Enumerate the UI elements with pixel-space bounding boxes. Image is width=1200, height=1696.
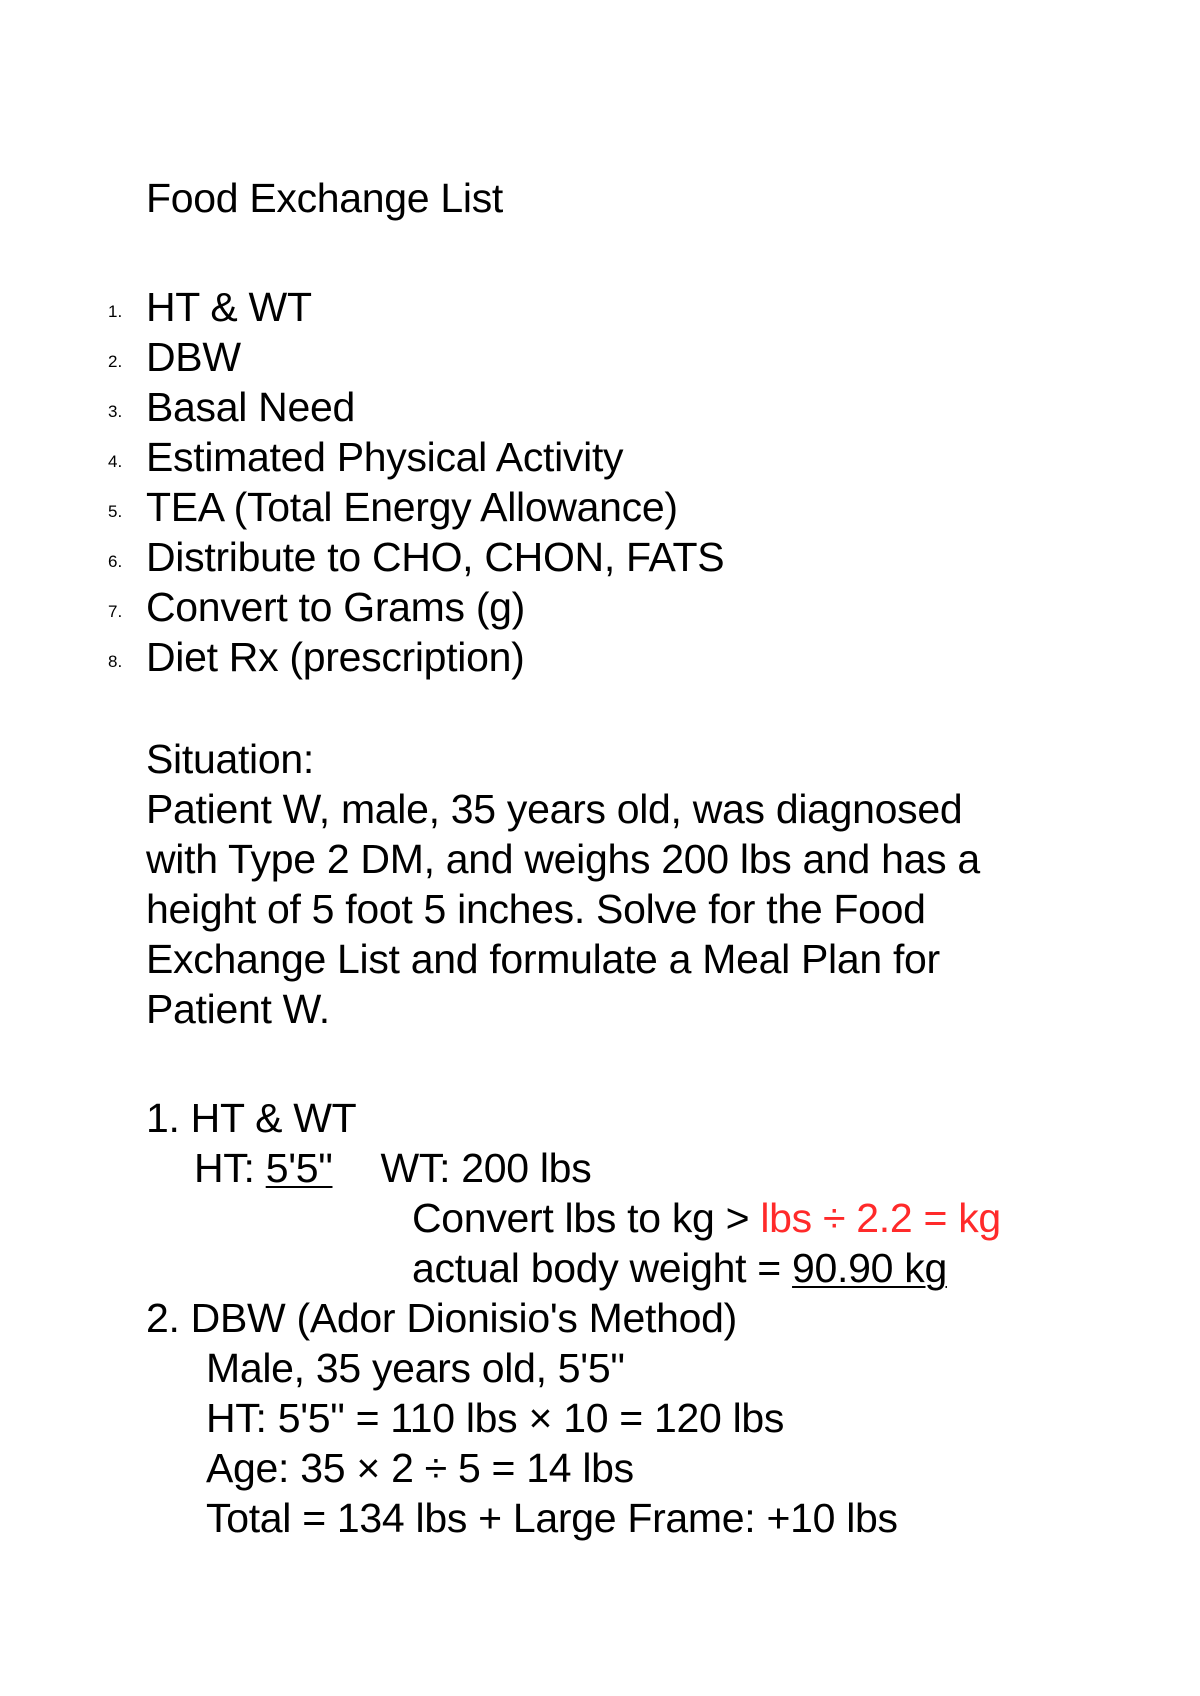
height-weight-line <box>194 1143 591 1193</box>
situation-line: height of 5 foot 5 inches. Solve for the Food <box>146 886 926 932</box>
list-number: 3. <box>108 402 123 421</box>
list-number: 6. <box>108 552 123 571</box>
list-label: Diet Rx (prescription) <box>146 634 525 680</box>
list-item <box>0 632 1100 682</box>
list-item <box>0 482 1100 532</box>
list-number: 4. <box>108 452 123 471</box>
list-item <box>0 532 1100 582</box>
step1-heading: 1. HT & WT <box>146 1095 357 1141</box>
list-number: 2. <box>108 352 123 371</box>
situation-line: with Type 2 DM, and weighs 200 lbs and has a <box>146 836 980 882</box>
height-label: HT: <box>194 1145 266 1191</box>
list-label: Estimated Physical Activity <box>146 434 624 480</box>
list-number: 1. <box>108 302 123 321</box>
convert-formula: lbs ÷ 2.2 = kg <box>760 1195 1001 1241</box>
situation-heading: Situation: <box>146 736 314 782</box>
abw-label: actual body weight = <box>412 1245 793 1291</box>
list-label: Convert to Grams (g) <box>146 584 526 630</box>
situation-line: Patient W. <box>146 986 330 1032</box>
abw-value: 90.90 kg <box>792 1245 947 1291</box>
list-number: 8. <box>108 652 123 671</box>
step2-heading: 2. DBW (Ador Dionisio's Method) <box>146 1295 737 1341</box>
list-label: Basal Need <box>146 384 355 430</box>
list-label: HT & WT <box>146 284 312 330</box>
list-item <box>0 382 1100 432</box>
list-number: 7. <box>108 602 123 621</box>
situation-line: Exchange List and formulate a Meal Plan for <box>146 936 940 982</box>
list-label: Distribute to CHO, CHON, FATS <box>146 534 725 580</box>
list-item <box>0 332 1100 382</box>
convert-line <box>412 1193 1001 1243</box>
document-title: Food Exchange List <box>146 175 503 221</box>
list-item <box>0 282 1100 332</box>
dbw-line: Male, 35 years old, 5'5" <box>206 1345 625 1391</box>
dbw-line: Total = 134 lbs + Large Frame: +10 lbs <box>206 1495 898 1541</box>
height-value: 5'5" <box>265 1145 333 1191</box>
dbw-line: HT: 5'5" = 110 lbs × 10 = 120 lbs <box>206 1395 785 1441</box>
list-label: DBW <box>146 334 241 380</box>
convert-label: Convert lbs to kg > <box>412 1195 761 1241</box>
list-label: TEA (Total Energy Allowance) <box>146 484 678 530</box>
list-item <box>0 432 1100 482</box>
list-number: 5. <box>108 502 123 521</box>
weight-text: WT: 200 lbs <box>380 1145 592 1191</box>
situation-line: Patient W, male, 35 years old, was diagnosed <box>146 786 963 832</box>
dbw-line: Age: 35 × 2 ÷ 5 = 14 lbs <box>206 1445 634 1491</box>
actual-body-weight-line <box>412 1243 947 1293</box>
list-item <box>0 582 1100 632</box>
